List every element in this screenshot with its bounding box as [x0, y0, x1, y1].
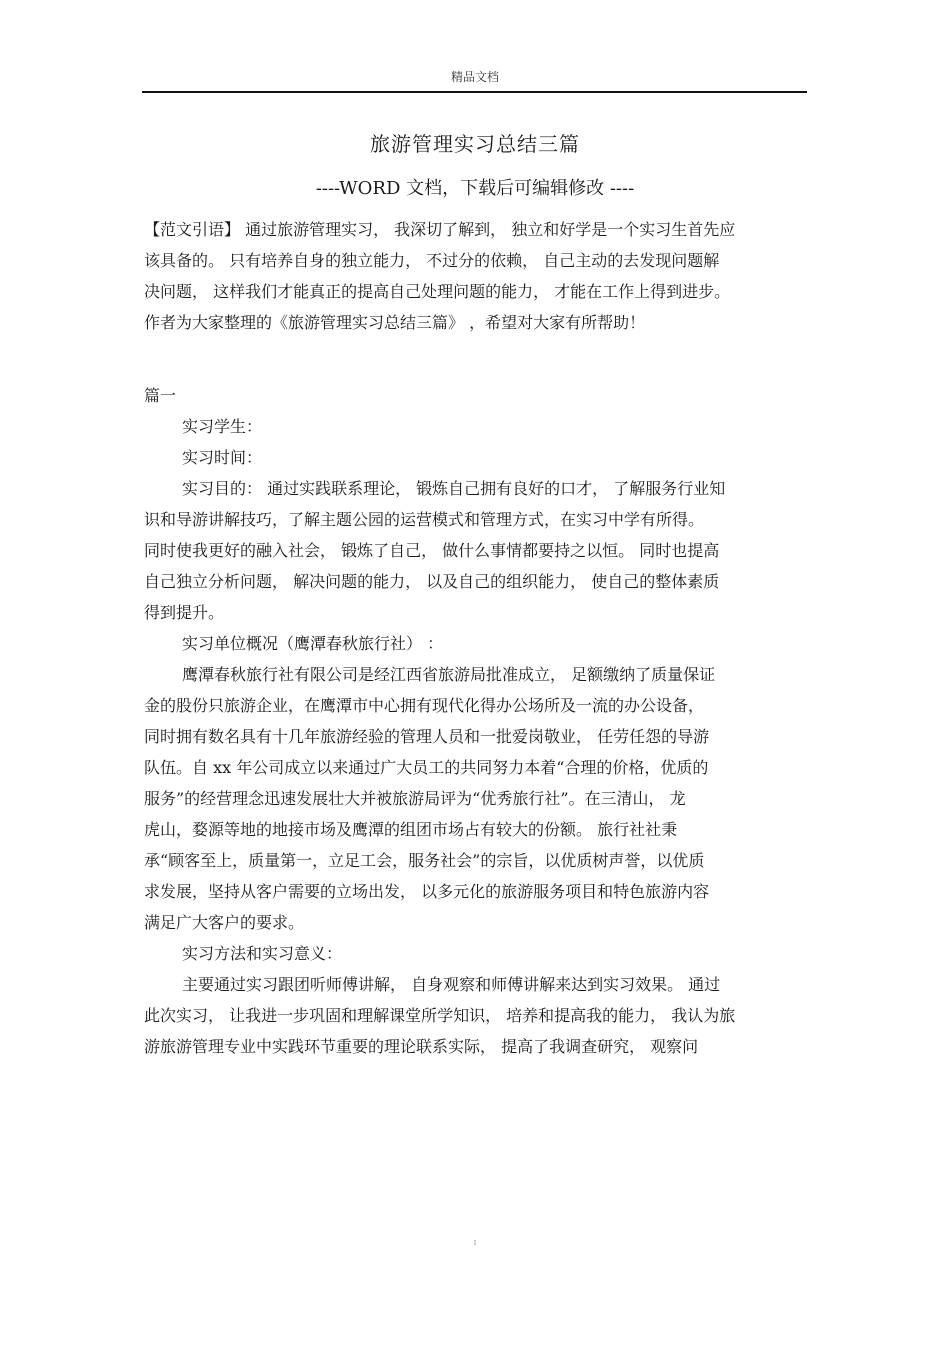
intro-line: 【范文引语】 通过旅游管理实习， 我深切了解到， 独立和好学是一个实习生首先应	[144, 220, 736, 239]
header-label: 精品文档	[450, 70, 499, 84]
unit-line: 满足广大客户的要求。	[144, 913, 305, 932]
unit-line: 承“顾客至上，质量第一，立足工会，服务社会”的宗旨，以优质树声誉，以优质	[144, 851, 705, 870]
purpose-line: 同时使我更好的融入社会， 锻炼了自己， 做什么事情都要持之以恒。 同时也提高	[144, 541, 720, 560]
intro-line: 该具备的。 只有培养自身的独立能力， 不过分的依赖， 自己主动的去发现问题解	[144, 251, 720, 270]
purpose-line: 实习目的： 通过实践联系理论， 锻炼自己拥有良好的口才， 了解服务行业知	[182, 479, 726, 498]
unit-line: 鹰潭春秋旅行社有限公司是经江西省旅游局批准成立， 足额缴纳了质量保证	[182, 665, 716, 684]
document-title: 旅游管理实习总结三篇	[370, 132, 580, 156]
method-line: 此次实习， 让我进一步巩固和理解课堂所学知识， 培养和提高我的能力， 我认为旅	[144, 1006, 736, 1025]
purpose-line: 得到提升。	[144, 603, 225, 622]
unit-line: 服务”的经营理念迅速发展壮大并被旅游局评为“优秀旅行社”。在三清山， 龙	[144, 789, 686, 808]
purpose-line: 识和导游讲解技巧，了解主题公园的运营模式和管理方式，在实习中学有所得。	[144, 510, 705, 529]
unit-line: 同时拥有数名具有十几年旅游经验的管理人员和一批爱岗敬业， 任劳任怨的导游	[144, 727, 710, 746]
page-number: 1	[473, 1240, 477, 1247]
spacer	[144, 338, 810, 380]
unit-heading: 实习单位概况（鹰潭春秋旅行社） ：	[182, 634, 444, 653]
document-subtitle: ----WORD 文档，下载后可编辑修改 ----	[315, 178, 635, 199]
student-field: 实习学生：	[182, 417, 263, 436]
document-body	[144, 214, 810, 1062]
unit-line: 队伍。自 xx 年公司成立以来通过广大员工的共同努力本着“合理的价格，优质的	[144, 758, 709, 777]
intro-line: 作者为大家整理的《旅游管理实习总结三篇》 ，希望对大家有所帮助！	[144, 313, 646, 332]
unit-line: 求发展，坚持从客户需要的立场出发， 以多元化的旅游服务项目和特色旅游内容	[144, 882, 710, 901]
time-field: 实习时间：	[182, 448, 263, 467]
method-line: 主要通过实习跟团听师傅讲解， 自身观察和师傅讲解来达到实习效果。 通过	[182, 975, 721, 994]
header-divider	[142, 91, 807, 93]
intro-line: 决问题， 这样我们才能真正的提高自己处理问题的能力， 才能在工作上得到进步。	[144, 282, 731, 301]
method-line: 游旅游管理专业中实践环节重要的理论联系实际， 提高了我调查研究， 观察问	[144, 1037, 699, 1056]
method-heading: 实习方法和实习意义：	[182, 944, 343, 963]
section-heading: 篇一	[144, 386, 177, 405]
unit-line: 虎山，婺源等地的地接市场及鹰潭的组团市场占有较大的份额。 旅行社社秉	[144, 820, 678, 839]
unit-line: 金的股份只旅游企业，在鹰潭市中心拥有现代化得办公场所及一流的办公设备，	[144, 696, 705, 715]
purpose-line: 自己独立分析问题， 解决问题的能力， 以及自己的组织能力， 使自己的整体素质	[144, 572, 720, 591]
